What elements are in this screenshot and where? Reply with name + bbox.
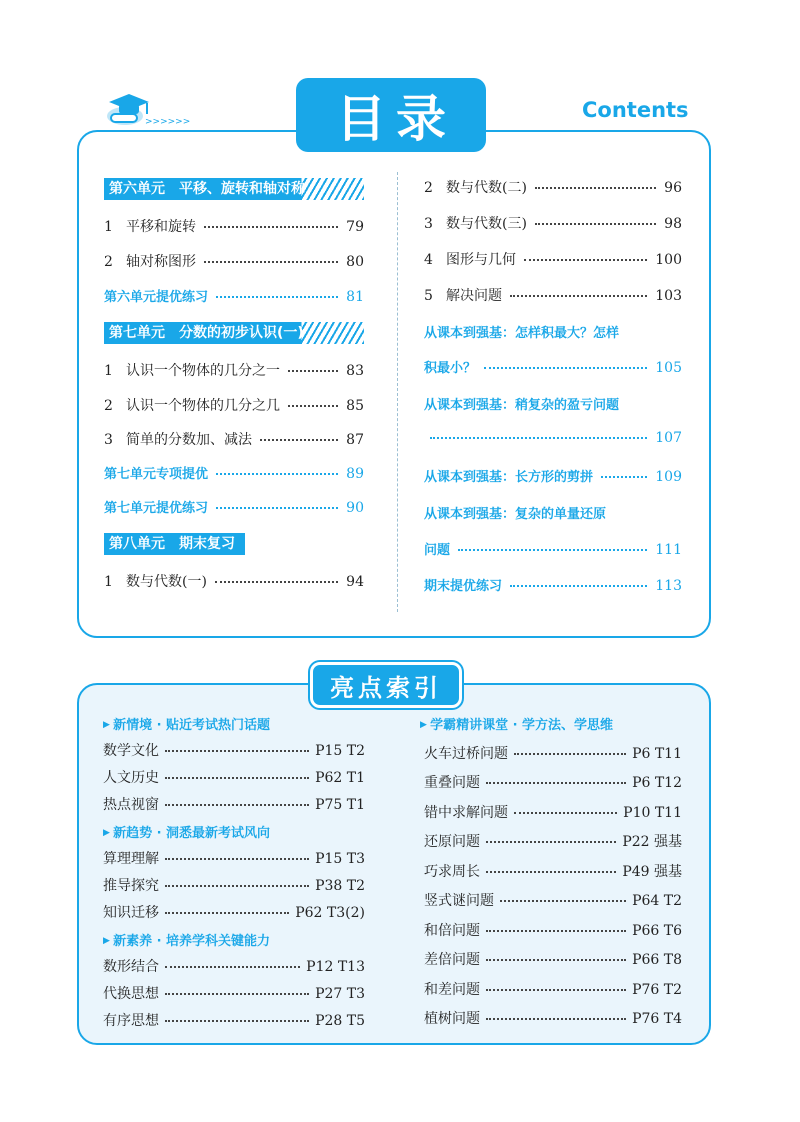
unit-header: 第七单元 分数的初步认识(一) [104, 322, 364, 344]
index-entry[interactable]: 重叠问题 P6 T12 [424, 775, 682, 791]
index-entry[interactable]: 数学文化 P15 T2 [103, 743, 365, 759]
index-entry[interactable]: 差倍问题 P66 T8 [424, 952, 682, 968]
index-entry[interactable]: 植树问题 P76 T4 [424, 1011, 682, 1027]
index-entry[interactable]: 还原问题 P22 强基 [424, 834, 682, 850]
toc-entry[interactable]: 3 简单的分数加、减法 87 [104, 432, 364, 448]
toc-extension-line[interactable]: 从课本到强基：怎样积最大？怎样 [424, 326, 620, 341]
toc-entry[interactable]: 4 图形与几何 100 [424, 252, 682, 268]
index-entry[interactable]: 有序思想 P28 T5 [103, 1013, 365, 1029]
graduation-cap-logo-icon [103, 88, 193, 130]
index-entry[interactable]: 火车过桥问题 P6 T11 [424, 746, 682, 762]
toc-practice-entry[interactable]: 第七单元提优练习 90 [104, 500, 364, 516]
index-entry[interactable]: 热点视窗 P75 T1 [103, 797, 365, 813]
title-tab [296, 78, 486, 152]
index-category: ▶ 新趋势 · 洞悉最新考试风向 [103, 822, 270, 841]
toc-extension-entry[interactable]: 问题 111 [424, 542, 682, 558]
index-entry[interactable]: 推导探究 P38 T2 [103, 878, 365, 894]
index-category: ▶ 新情境 · 贴近考试热门话题 [103, 714, 270, 733]
highlights-tab [310, 662, 462, 708]
index-entry[interactable]: 和差问题 P76 T2 [424, 982, 682, 998]
toc-entry[interactable]: 1 平移和旋转 79 [104, 219, 364, 235]
unit-header: 第八单元 期末复习 [104, 533, 264, 555]
index-entry[interactable]: 人文历史 P62 T1 [103, 770, 365, 786]
toc-extension-line[interactable]: 从课本到强基：复杂的单量还原 [424, 507, 607, 522]
toc-extension-entry[interactable]: 从课本到强基：长方形的剪拼 109 [424, 469, 682, 485]
index-entry[interactable]: 和倍问题 P66 T6 [424, 923, 682, 939]
toc-entry[interactable]: 2 轴对称图形 80 [104, 254, 364, 270]
index-entry[interactable]: 算理理解 P15 T3 [103, 851, 365, 867]
toc-special-entry[interactable]: 第七单元专项提优 89 [104, 466, 364, 482]
svg-text:>>>>>>: >>>>>> [145, 117, 191, 127]
toc-entry[interactable]: 3 数与代数(三) 98 [424, 216, 682, 232]
column-divider [397, 172, 398, 612]
index-entry[interactable]: 知识迁移 P62 T3(2) [103, 905, 365, 921]
toc-practice-entry[interactable]: 第六单元提优练习 81 [104, 289, 364, 305]
index-entry[interactable]: 竖式谜问题 P64 T2 [424, 893, 682, 909]
index-entry[interactable]: 错中求解问题 P10 T11 [424, 805, 682, 821]
toc-entry[interactable]: 1 数与代数(一) 94 [104, 574, 364, 590]
toc-extension-entry[interactable]: 107 [430, 430, 682, 450]
toc-extension-line[interactable]: 从课本到强基：稍复杂的盈亏问题 [424, 398, 620, 413]
toc-final-entry[interactable]: 期末提优练习 113 [424, 578, 682, 594]
contents-label: Contents [582, 98, 689, 122]
toc-entry[interactable]: 1 认识一个物体的几分之一 83 [104, 363, 364, 379]
toc-entry[interactable]: 2 数与代数(二) 96 [424, 180, 682, 196]
toc-extension-entry[interactable]: 积最小？ 105 [424, 360, 682, 376]
page-title: 目录 [336, 90, 456, 148]
unit-header: 第六单元 平移、旋转和轴对称 [104, 178, 364, 200]
index-entry[interactable]: 代换思想 P27 T3 [103, 986, 365, 1002]
toc-entry[interactable]: 5 解决问题 103 [424, 288, 682, 304]
index-category: ▶ 新素养 · 培养学科关键能力 [103, 930, 270, 949]
highlights-title: 亮点索引 [330, 673, 442, 702]
toc-entry[interactable]: 2 认识一个物体的几分之几 85 [104, 398, 364, 414]
index-entry[interactable]: 巧求周长 P49 强基 [424, 864, 682, 880]
index-entry[interactable]: 数形结合 P12 T13 [103, 959, 365, 975]
toc-panel [77, 130, 711, 638]
index-category: ▶ 学霸精讲课堂 · 学方法、学思维 [420, 714, 613, 733]
